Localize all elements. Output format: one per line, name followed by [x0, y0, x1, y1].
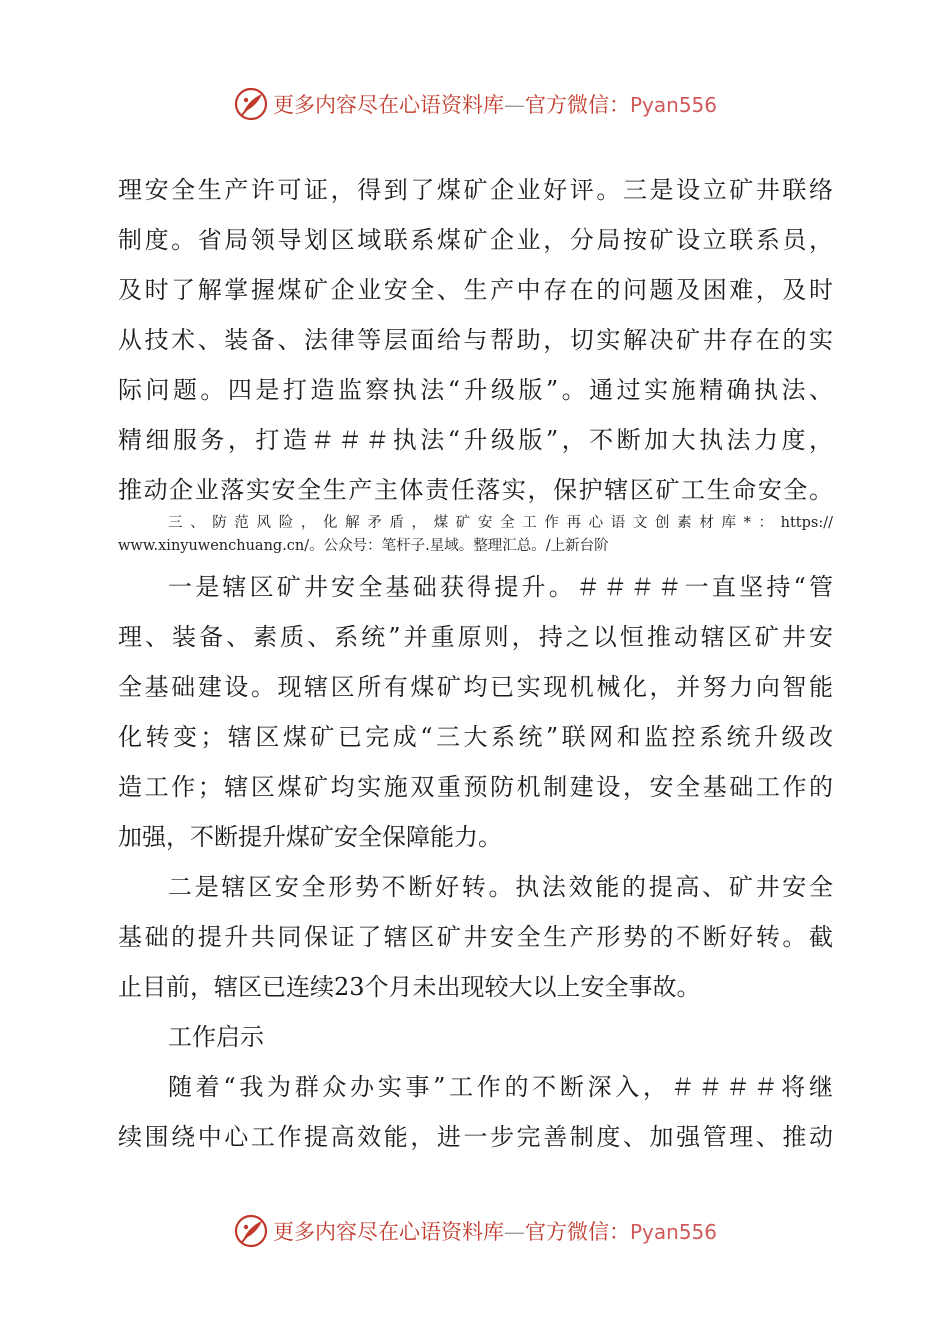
subheading: 工作启示 [168, 1023, 264, 1051]
text-line: 随着“我为群众办实事”工作的不断深入，＃＃＃＃将继 [168, 1073, 833, 1101]
banner-dash: — [503, 93, 525, 117]
text-line: 造工作；辖区煤矿均实施双重预防机制建设，安全基础工作的 [118, 773, 833, 801]
text-line: 全基础建设。现辖区所有煤矿均已实现机械化，并努力向智能 [118, 673, 833, 701]
banner-dash: — [503, 1220, 525, 1244]
footer-banner [0, 1211, 950, 1251]
text-line: 从技术、装备、法律等层面给与帮助，切实解决矿井存在的实 [118, 326, 833, 354]
section-heading-small: www.xinyuwenchuang.cn/。公众号：笔杆子.星域。整理汇总。/上新台阶 [118, 538, 609, 554]
text-line: 理、装备、素质、系统”并重原则，持之以恒推动辖区矿井安 [118, 623, 833, 651]
text-line: 加强，不断提升煤矿安全保障能力。 [118, 823, 502, 851]
text-line: 止目前，辖区已连续23个月未出现较大以上安全事故。 [118, 973, 701, 1001]
text-line: 基础的提升共同保证了辖区矿井安全生产形势的不断好转。截 [118, 923, 833, 951]
text-line: 续围绕中心工作提高效能，进一步完善制度、加强管理、推动 [118, 1123, 833, 1151]
text-line: 精细服务，打造＃＃＃执法“升级版”，不断加大执法力度， [118, 426, 833, 454]
text-line: 制度。省局领导划区域联系煤矿企业，分局按矿设立联系员， [118, 226, 833, 254]
quill-logo-icon [233, 1213, 269, 1249]
text-line: 理安全生产许可证，得到了煤矿企业好评。三是设立矿井联络 [118, 176, 833, 204]
banner-text [273, 1216, 717, 1246]
banner-official-label: 官方微信： [524, 93, 630, 117]
banner-site-name: 更多内容尽在心语资料库 [272, 1220, 504, 1244]
text-line: 二是辖区安全形势不断好转。执法效能的提高、矿井安全 [168, 873, 833, 901]
banner-text [273, 89, 717, 119]
section-heading-small: 三、防范风险，化解矛盾，煤矿安全工作再心语文创素材库*：https:// [168, 515, 833, 531]
banner-official-label: 官方微信： [524, 1220, 630, 1244]
header-banner [0, 84, 950, 124]
text-line: 及时了解掌握煤矿企业安全、生产中存在的问题及困难，及时 [118, 276, 833, 304]
text-line: 际问题。四是打造监察执法“升级版”。通过实施精确执法、 [118, 376, 833, 404]
quill-logo-icon [233, 86, 269, 122]
text-line: 一是辖区矿井安全基础获得提升。＃＃＃＃一直坚持“管 [168, 573, 833, 601]
text-line: 化转变；辖区煤矿已完成“三大系统”联网和监控系统升级改 [118, 723, 833, 751]
banner-site-name: 更多内容尽在心语资料库 [272, 93, 504, 117]
text-line: 推动企业落实安全生产主体责任落实，保护辖区矿工生命安全。 [118, 476, 833, 504]
banner-wechat-id: Pyan556 [629, 1220, 717, 1244]
banner-wechat-id: Pyan556 [629, 93, 717, 117]
